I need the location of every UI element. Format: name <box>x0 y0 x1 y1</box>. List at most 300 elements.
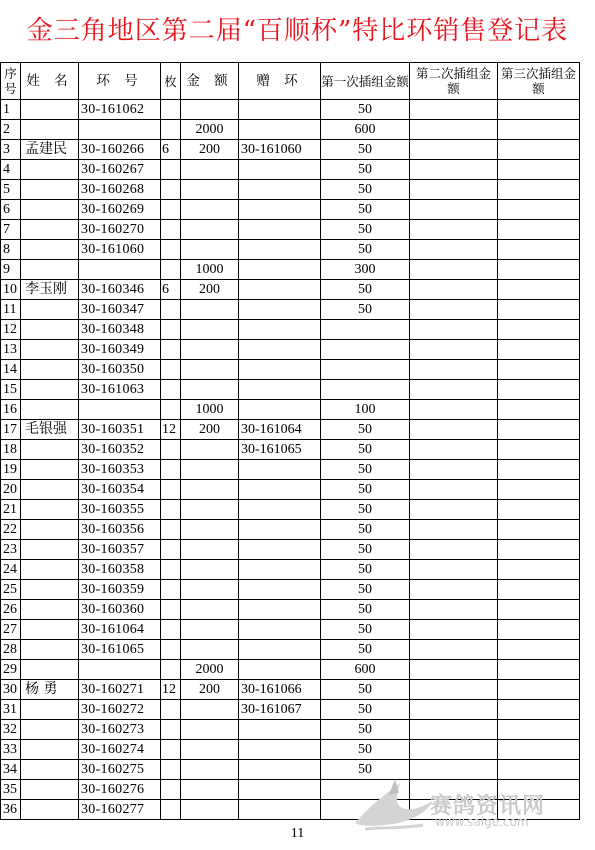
row-amount <box>181 540 239 560</box>
row-index: 24 <box>1 560 21 580</box>
row-amount <box>181 380 239 400</box>
header-name: 姓 名 <box>21 63 79 100</box>
row-gift-ring <box>239 300 321 320</box>
row-round1-amount: 300 <box>321 260 410 280</box>
row-count <box>161 440 181 460</box>
row-round2-amount <box>410 440 498 460</box>
row-index: 15 <box>1 380 21 400</box>
row-amount <box>181 560 239 580</box>
row-ring-number: 30-160272 <box>79 700 161 720</box>
row-name <box>21 660 79 680</box>
row-count <box>161 360 181 380</box>
row-ring-number <box>79 400 161 420</box>
row-round1-amount: 50 <box>321 180 410 200</box>
table-row <box>1 120 580 140</box>
row-gift-ring <box>239 220 321 240</box>
row-round1-amount: 50 <box>321 720 410 740</box>
row-gift-ring <box>239 520 321 540</box>
row-amount <box>181 200 239 220</box>
row-index: 30 <box>1 680 21 700</box>
row-gift-ring <box>239 460 321 480</box>
table-row <box>1 400 580 420</box>
row-round1-amount: 50 <box>321 580 410 600</box>
row-round1-amount: 50 <box>321 200 410 220</box>
row-round3-amount <box>498 540 580 560</box>
row-round3-amount <box>498 400 580 420</box>
row-gift-ring: 30-161066 <box>239 680 321 700</box>
row-round2-amount <box>410 400 498 420</box>
row-index: 34 <box>1 760 21 780</box>
row-gift-ring <box>239 500 321 520</box>
header-count: 枚 <box>161 63 181 100</box>
row-name <box>21 720 79 740</box>
sales-register-table <box>0 62 580 820</box>
row-round3-amount <box>498 700 580 720</box>
table-row <box>1 620 580 640</box>
row-round3-amount <box>498 680 580 700</box>
row-amount: 2000 <box>181 660 239 680</box>
row-round1-amount: 50 <box>321 680 410 700</box>
row-ring-number: 30-160274 <box>79 740 161 760</box>
row-name <box>21 500 79 520</box>
row-round3-amount <box>498 120 580 140</box>
row-amount <box>181 360 239 380</box>
row-index: 25 <box>1 580 21 600</box>
row-index: 27 <box>1 620 21 640</box>
row-round1-amount: 50 <box>321 560 410 580</box>
row-amount <box>181 340 239 360</box>
row-index: 22 <box>1 520 21 540</box>
row-name <box>21 620 79 640</box>
row-gift-ring: 30-161067 <box>239 700 321 720</box>
table-row <box>1 280 580 300</box>
row-round2-amount <box>410 240 498 260</box>
row-gift-ring <box>239 280 321 300</box>
row-ring-number: 30-160347 <box>79 300 161 320</box>
row-name <box>21 380 79 400</box>
row-round3-amount <box>498 580 580 600</box>
row-ring-number: 30-160351 <box>79 420 161 440</box>
row-ring-number: 30-160352 <box>79 440 161 460</box>
row-count <box>161 200 181 220</box>
row-ring-number: 30-160277 <box>79 800 161 820</box>
row-index: 16 <box>1 400 21 420</box>
row-round2-amount <box>410 640 498 660</box>
table-row <box>1 220 580 240</box>
table-row <box>1 600 580 620</box>
row-gift-ring <box>239 620 321 640</box>
row-gift-ring: 30-161060 <box>239 140 321 160</box>
row-ring-number: 30-161062 <box>79 100 161 120</box>
row-ring-number: 30-160271 <box>79 680 161 700</box>
row-gift-ring <box>239 480 321 500</box>
row-amount <box>181 180 239 200</box>
row-gift-ring <box>239 640 321 660</box>
row-round2-amount <box>410 140 498 160</box>
row-name <box>21 260 79 280</box>
row-round3-amount <box>498 620 580 640</box>
row-name <box>21 780 79 800</box>
row-ring-number: 30-160268 <box>79 180 161 200</box>
row-round2-amount <box>410 720 498 740</box>
table-row <box>1 540 580 560</box>
row-ring-number: 30-160269 <box>79 200 161 220</box>
row-round3-amount <box>498 420 580 440</box>
table-row <box>1 560 580 580</box>
row-round1-amount <box>321 320 410 340</box>
row-round3-amount <box>498 720 580 740</box>
row-amount <box>181 800 239 820</box>
row-count: 6 <box>161 280 181 300</box>
row-name <box>21 640 79 660</box>
row-gift-ring <box>239 580 321 600</box>
row-gift-ring: 30-161065 <box>239 440 321 460</box>
row-amount <box>181 320 239 340</box>
row-amount: 1000 <box>181 400 239 420</box>
row-round3-amount <box>498 300 580 320</box>
row-round2-amount <box>410 540 498 560</box>
row-round2-amount <box>410 660 498 680</box>
row-index: 3 <box>1 140 21 160</box>
row-index: 28 <box>1 640 21 660</box>
row-ring-number: 30-160353 <box>79 460 161 480</box>
row-round3-amount <box>498 260 580 280</box>
table-row <box>1 640 580 660</box>
row-ring-number: 30-160275 <box>79 760 161 780</box>
row-count <box>161 620 181 640</box>
row-index: 14 <box>1 360 21 380</box>
row-name <box>21 800 79 820</box>
table-row <box>1 460 580 480</box>
row-name <box>21 320 79 340</box>
row-round2-amount <box>410 120 498 140</box>
row-round1-amount: 50 <box>321 220 410 240</box>
row-index: 6 <box>1 200 21 220</box>
row-count <box>161 800 181 820</box>
row-name <box>21 120 79 140</box>
row-name <box>21 300 79 320</box>
row-amount <box>181 240 239 260</box>
row-amount <box>181 500 239 520</box>
row-index: 32 <box>1 720 21 740</box>
row-amount <box>181 480 239 500</box>
row-round3-amount <box>498 140 580 160</box>
row-amount <box>181 220 239 240</box>
row-round2-amount <box>410 160 498 180</box>
row-amount <box>181 440 239 460</box>
row-count <box>161 520 181 540</box>
row-name <box>21 580 79 600</box>
header-idx: 序号 <box>1 63 21 100</box>
row-index: 7 <box>1 220 21 240</box>
row-round2-amount <box>410 600 498 620</box>
row-round3-amount <box>498 640 580 660</box>
row-index: 17 <box>1 420 21 440</box>
row-round3-amount <box>498 740 580 760</box>
row-ring-number <box>79 260 161 280</box>
row-count <box>161 540 181 560</box>
row-count <box>161 400 181 420</box>
row-ring-number <box>79 120 161 140</box>
row-round1-amount: 50 <box>321 640 410 660</box>
row-count <box>161 180 181 200</box>
row-round1-amount: 50 <box>321 140 410 160</box>
row-round1-amount <box>321 360 410 380</box>
row-gift-ring <box>239 800 321 820</box>
row-index: 13 <box>1 340 21 360</box>
row-index: 5 <box>1 180 21 200</box>
row-count <box>161 120 181 140</box>
row-count <box>161 560 181 580</box>
row-round1-amount: 50 <box>321 420 410 440</box>
row-round3-amount <box>498 340 580 360</box>
row-name <box>21 740 79 760</box>
table-row <box>1 140 580 160</box>
row-round2-amount <box>410 700 498 720</box>
row-round1-amount: 50 <box>321 280 410 300</box>
row-count <box>161 640 181 660</box>
row-count <box>161 220 181 240</box>
header-ring: 环 号 <box>79 63 161 100</box>
row-amount <box>181 580 239 600</box>
row-amount <box>181 600 239 620</box>
row-index: 26 <box>1 600 21 620</box>
row-count <box>161 320 181 340</box>
row-name <box>21 440 79 460</box>
row-index: 12 <box>1 320 21 340</box>
row-gift-ring <box>239 600 321 620</box>
row-name <box>21 340 79 360</box>
row-round1-amount: 50 <box>321 700 410 720</box>
row-ring-number: 30-160350 <box>79 360 161 380</box>
row-round1-amount: 50 <box>321 440 410 460</box>
row-amount: 2000 <box>181 120 239 140</box>
row-round2-amount <box>410 740 498 760</box>
row-round2-amount <box>410 280 498 300</box>
table-row <box>1 380 580 400</box>
row-round3-amount <box>498 180 580 200</box>
row-gift-ring <box>239 660 321 680</box>
row-round1-amount <box>321 380 410 400</box>
row-count: 12 <box>161 680 181 700</box>
row-ring-number: 30-161064 <box>79 620 161 640</box>
row-ring-number: 30-160276 <box>79 780 161 800</box>
row-round2-amount <box>410 500 498 520</box>
row-round1-amount: 50 <box>321 100 410 120</box>
row-name <box>21 160 79 180</box>
row-name <box>21 400 79 420</box>
row-round3-amount <box>498 240 580 260</box>
row-count: 12 <box>161 420 181 440</box>
row-name <box>21 480 79 500</box>
page-title: 金三角地区第二届“百顺杯”特比环销售登记表 <box>26 16 569 46</box>
table-body <box>1 100 580 820</box>
row-index: 23 <box>1 540 21 560</box>
row-count <box>161 660 181 680</box>
row-index: 11 <box>1 300 21 320</box>
row-ring-number: 30-160266 <box>79 140 161 160</box>
row-round2-amount <box>410 520 498 540</box>
row-round3-amount <box>498 660 580 680</box>
row-name <box>21 200 79 220</box>
row-count <box>161 780 181 800</box>
row-name: 李玉刚 <box>21 280 79 300</box>
row-index: 20 <box>1 480 21 500</box>
row-count: 6 <box>161 140 181 160</box>
row-count <box>161 500 181 520</box>
row-round2-amount <box>410 620 498 640</box>
row-round1-amount: 600 <box>321 120 410 140</box>
row-gift-ring <box>239 200 321 220</box>
row-ring-number: 30-160349 <box>79 340 161 360</box>
table-row <box>1 740 580 760</box>
row-round1-amount: 50 <box>321 300 410 320</box>
table-row <box>1 320 580 340</box>
row-round2-amount <box>410 220 498 240</box>
table-row <box>1 660 580 680</box>
row-amount <box>181 640 239 660</box>
row-gift-ring <box>239 780 321 800</box>
row-ring-number: 30-160346 <box>79 280 161 300</box>
row-round1-amount: 50 <box>321 760 410 780</box>
row-name <box>21 700 79 720</box>
row-count <box>161 700 181 720</box>
row-round3-amount <box>498 280 580 300</box>
row-count <box>161 380 181 400</box>
row-round1-amount: 600 <box>321 660 410 680</box>
row-amount: 200 <box>181 140 239 160</box>
row-count <box>161 260 181 280</box>
row-round1-amount: 50 <box>321 740 410 760</box>
row-gift-ring <box>239 380 321 400</box>
row-gift-ring: 30-161064 <box>239 420 321 440</box>
row-ring-number: 30-161065 <box>79 640 161 660</box>
table-row <box>1 200 580 220</box>
row-amount: 200 <box>181 680 239 700</box>
row-round1-amount: 50 <box>321 460 410 480</box>
row-name <box>21 460 79 480</box>
row-amount <box>181 520 239 540</box>
row-amount <box>181 300 239 320</box>
row-index: 35 <box>1 780 21 800</box>
row-round1-amount: 50 <box>321 500 410 520</box>
table-row <box>1 360 580 380</box>
row-gift-ring <box>239 540 321 560</box>
row-ring-number: 30-161063 <box>79 380 161 400</box>
row-ring-number: 30-161060 <box>79 240 161 260</box>
row-amount <box>181 740 239 760</box>
row-index: 10 <box>1 280 21 300</box>
row-round1-amount: 50 <box>321 480 410 500</box>
row-round3-amount <box>498 440 580 460</box>
row-round3-amount <box>498 100 580 120</box>
row-round2-amount <box>410 100 498 120</box>
row-count <box>161 720 181 740</box>
table-row <box>1 240 580 260</box>
row-round2-amount <box>410 200 498 220</box>
row-name: 毛银强 <box>21 420 79 440</box>
row-index: 1 <box>1 100 21 120</box>
row-gift-ring <box>239 560 321 580</box>
row-gift-ring <box>239 740 321 760</box>
row-count <box>161 240 181 260</box>
row-index: 29 <box>1 660 21 680</box>
row-round1-amount: 50 <box>321 620 410 640</box>
row-round1-amount <box>321 340 410 360</box>
header-gift: 赠 环 <box>239 63 321 100</box>
row-round2-amount <box>410 580 498 600</box>
table-row <box>1 500 580 520</box>
row-ring-number <box>79 660 161 680</box>
row-round2-amount <box>410 300 498 320</box>
row-round3-amount <box>498 220 580 240</box>
row-name <box>21 560 79 580</box>
row-index: 21 <box>1 500 21 520</box>
row-count <box>161 160 181 180</box>
row-round1-amount: 50 <box>321 540 410 560</box>
row-amount <box>181 720 239 740</box>
table-row <box>1 480 580 500</box>
row-ring-number: 30-160360 <box>79 600 161 620</box>
row-gift-ring <box>239 240 321 260</box>
row-name <box>21 600 79 620</box>
row-ring-number: 30-160358 <box>79 560 161 580</box>
row-round3-amount <box>498 480 580 500</box>
row-round3-amount <box>498 560 580 580</box>
row-round3-amount <box>498 520 580 540</box>
row-round3-amount <box>498 500 580 520</box>
row-round2-amount <box>410 380 498 400</box>
row-round3-amount <box>498 160 580 180</box>
watermark-text: 赛鸽资讯网 <box>430 794 546 819</box>
row-index: 36 <box>1 800 21 820</box>
row-gift-ring <box>239 160 321 180</box>
row-round1-amount: 50 <box>321 600 410 620</box>
row-round2-amount <box>410 460 498 480</box>
header-row <box>1 63 580 100</box>
table-row <box>1 420 580 440</box>
row-amount <box>181 620 239 640</box>
row-count <box>161 580 181 600</box>
row-index: 4 <box>1 160 21 180</box>
row-round1-amount: 50 <box>321 160 410 180</box>
row-index: 8 <box>1 240 21 260</box>
row-count <box>161 760 181 780</box>
row-amount <box>181 700 239 720</box>
row-amount: 200 <box>181 280 239 300</box>
table-row <box>1 340 580 360</box>
row-round2-amount <box>410 320 498 340</box>
table-row <box>1 160 580 180</box>
page-number: 11 <box>290 826 305 841</box>
row-gift-ring <box>239 400 321 420</box>
table-row <box>1 180 580 200</box>
row-round1-amount: 50 <box>321 240 410 260</box>
row-count <box>161 460 181 480</box>
table-row <box>1 440 580 460</box>
row-name <box>21 240 79 260</box>
row-gift-ring <box>239 360 321 380</box>
row-round2-amount <box>410 360 498 380</box>
header-round2: 第二次插组金额 <box>410 63 498 100</box>
row-amount: 200 <box>181 420 239 440</box>
row-index: 18 <box>1 440 21 460</box>
row-count <box>161 600 181 620</box>
row-ring-number: 30-160273 <box>79 720 161 740</box>
row-ring-number: 30-160267 <box>79 160 161 180</box>
row-gift-ring <box>239 100 321 120</box>
row-ring-number: 30-160357 <box>79 540 161 560</box>
